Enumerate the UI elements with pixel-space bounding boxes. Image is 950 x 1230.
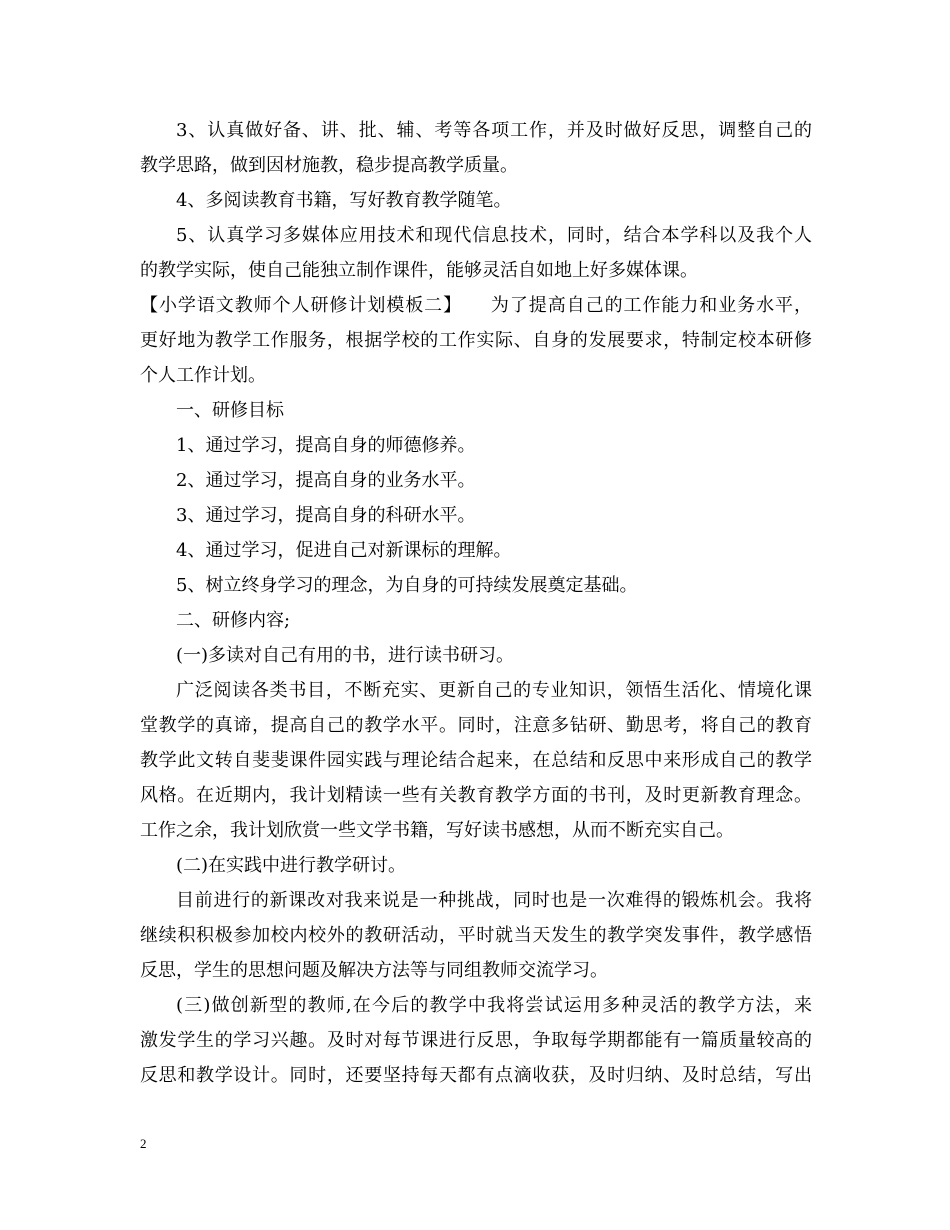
paragraph-line: 教学思路，做到因材施教，稳步提高教学质量。: [140, 155, 518, 176]
paragraph-line: 教学此文转自斐斐课件园实践与理论结合起来，在总结和反思中来形成自己的教学: [140, 750, 812, 771]
list-item: 3、通过学习，提高自身的科研水平。: [176, 505, 476, 526]
section-heading-line: 【小学语文教师个人研修计划模板二】 为了提高自己的工作能力和业务水平，: [140, 295, 812, 316]
list-item: 1、通过学习，提高自身的师德修养。: [176, 435, 476, 456]
paragraph-line: 5、认真学习多媒体应用技术和现代信息技术，同时，结合本学科以及我个人: [176, 225, 812, 246]
subheading-line: (二)在实践中进行教学研讨。: [176, 855, 407, 876]
paragraph-line: 继续积积极参加校内校外的教研活动，平时就当天发生的教学突发事件，教学感悟: [140, 925, 812, 946]
paragraph-line: (三)做创新型的教师,在今后的教学中我将尝试运用多种灵活的教学方法，来: [176, 995, 812, 1016]
subheading-line: 二、研修内容;: [176, 610, 291, 631]
paragraph-line: 3、认真做好备、讲、批、辅、考等各项工作，并及时做好反思，调整自己的: [176, 120, 812, 141]
subheading-line: 一、研修目标: [176, 400, 284, 421]
paragraph-line: 广泛阅读各类书目，不断充实、更新自己的专业知识，领悟生活化、情境化课: [176, 680, 812, 701]
list-item: 4、通过学习，促进自己对新课标的理解。: [176, 540, 512, 561]
paragraph-line: 风格。在近期内，我计划精读一些有关教育教学方面的书刊，及时更新教育理念。: [140, 785, 812, 806]
paragraph-line: 的教学实际，使自己能独立制作课件，能够灵活自如地上好多媒体课。: [140, 260, 698, 281]
paragraph-line: 目前进行的新课改对我来说是一种挑战，同时也是一次难得的锻炼机会。我将: [176, 890, 812, 911]
paragraph-line: 更好地为教学工作服务，根据学校的工作实际、自身的发展要求，特制定校本研修: [140, 330, 812, 351]
paragraph-line: 堂教学的真谛，提高自己的教学水平。同时，注意多钻研、勤思考，将自己的教育: [140, 715, 812, 736]
paragraph-line: 反思和教学设计。同时，还要坚持每天都有点滴收获，及时归纳、及时总结，写出: [140, 1065, 812, 1086]
list-item: 5、树立终身学习的理念，为自身的可持续发展奠定基础。: [176, 575, 638, 596]
page-number: 2: [140, 1136, 147, 1151]
paragraph-line: 4、多阅读教育书籍，写好教育教学随笔。: [176, 190, 512, 211]
paragraph-line: 个人工作计划。: [140, 365, 266, 386]
subheading-line: (一)多读对自己有用的书，进行读书研习。: [176, 645, 515, 666]
document-body: [140, 113, 812, 1093]
paragraph-line: 反思，学生的思想问题及解决方法等与同组教师交流学习。: [140, 960, 608, 981]
paragraph-line: 工作之余，我计划欣赏一些文学书籍，写好读书感想，从而不断充实自己。: [140, 820, 734, 841]
list-item: 2、通过学习，提高自身的业务水平。: [176, 470, 476, 491]
paragraph-line: 激发学生的学习兴趣。及时对每节课进行反思，争取每学期都能有一篇质量较高的: [140, 1030, 812, 1051]
